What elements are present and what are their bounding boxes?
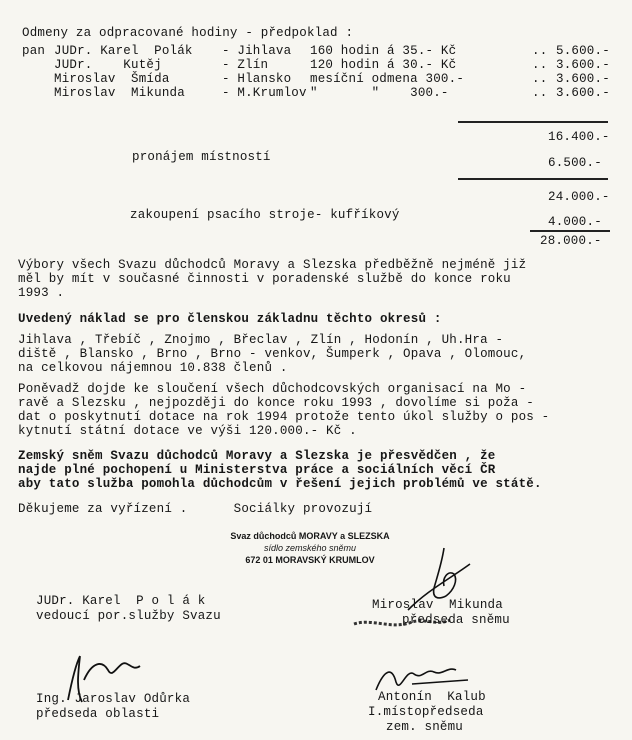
payment-dots: .. xyxy=(532,86,548,100)
payment-name: JUDr. Kutěj xyxy=(54,58,162,72)
payment-place: - M.Krumlov xyxy=(222,86,307,100)
stamp-line: Svaz důchodců MORAVY a SLEZSKA xyxy=(230,531,390,541)
sum-rule xyxy=(458,121,608,123)
paragraph: Jihlava , Třebíč , Znojmo , Břeclav , Zlín , Hodonín , Uh.Hra - diště , Blansko , Brno , Brno - venkov, Šumperk , Opava , Olomouc, na celkovou nájemnou 10.838 členů . xyxy=(18,333,527,375)
payment-desc: 120 hodin á 30.- Kč xyxy=(310,58,457,72)
payment-dots: .. xyxy=(532,58,548,72)
payment-amount: 5.600.- xyxy=(556,44,610,58)
paragraph: Zemský sněm Svazu důchodců Moravy a Slezska je přesvědčen , že najde plné pochopení u Ministerstva práce a sociálních věcí ČR aby tato služba pomohla důchodcům v řešení jejich problémů ve státě. xyxy=(18,449,542,491)
grand-total-amount: 28.000.- xyxy=(540,234,602,248)
technical-amount: 4.000.- xyxy=(548,215,602,229)
rental-label: pronájem místností xyxy=(132,150,271,164)
signatory-role: vedoucí por.služby Svazu xyxy=(36,609,221,623)
payment-desc: 160 hodin á 35.- Kč xyxy=(310,44,457,58)
signatory-name: Antonín Kalub xyxy=(378,690,486,704)
payment-amount: 3.600.- xyxy=(556,86,610,100)
signatory-role: předseda sněmu xyxy=(402,613,510,627)
paragraph: Výbory všech Svazu důchodců Moravy a Slezska předběžně nejméně již měl by mít v současné činnosti v poradenské službě do konce roku 1993 . xyxy=(18,258,527,300)
stamp-line: sídlo zemského sněmu xyxy=(263,543,357,553)
payment-dots: .. xyxy=(532,44,548,58)
sum-rule xyxy=(530,230,610,232)
payment-prefix: pan xyxy=(22,44,46,58)
technical-label: zakoupení psacího stroje- kufříkový xyxy=(130,208,400,222)
payment-desc: mesíční odmena 300.- xyxy=(310,72,465,86)
organization-stamp xyxy=(190,530,430,566)
payment-name: Miroslav Mikunda xyxy=(54,86,185,100)
payment-name: JUDr. Karel Polák xyxy=(54,44,193,58)
sum-rule xyxy=(458,178,608,180)
signatory-role: zem. sněmu xyxy=(386,720,464,734)
stamp-line: 672 01 MORAVSKÝ KRUMLOV xyxy=(245,555,375,565)
signatory-role: předseda oblasti xyxy=(36,707,160,721)
paragraph: Poněvadž dojde ke sloučení všech důchodcovských organisací na Mo - ravě a Slezsku , nejpozději do konce roku 1993 , dovolíme si poža - dat o poskytnutí dotace na rok 1994 protože tento úkol služby o pos - kytnutí státní dotace ve výši 120.000.- Kč . xyxy=(18,382,550,438)
payment-place: - Hlansko xyxy=(222,72,292,86)
paragraph: Děkujeme za vyřízení . Sociálky provozují xyxy=(18,502,373,516)
header-line: Odmeny za odpracované hodiny - předpoklad : xyxy=(22,26,354,40)
signatory-name: JUDr. Karel P o l á k xyxy=(36,594,206,608)
payment-place: - Zlín xyxy=(222,58,269,72)
payment-desc: " " 300.- xyxy=(310,86,449,100)
payment-amount: 3.600.- xyxy=(556,72,610,86)
total-amount: 24.000.- xyxy=(548,190,610,204)
payment-amount: 3.600.- xyxy=(556,58,610,72)
paragraph: Uvedený náklad se pro členskou základnu těchto okresů : xyxy=(18,312,442,326)
payment-place: - Jihlava xyxy=(222,44,292,58)
payment-name: Miroslav Šmída xyxy=(54,72,170,86)
subtotal-amount: 16.400.- xyxy=(548,130,610,144)
rental-amount: 6.500.- xyxy=(548,156,602,170)
signatory-role: I.místopředseda xyxy=(368,705,484,719)
signatory-name: Miroslav Mikunda xyxy=(372,598,503,612)
signatory-name: Ing. Jaroslav Odůrka xyxy=(36,692,191,706)
payment-dots: .. xyxy=(532,72,548,86)
